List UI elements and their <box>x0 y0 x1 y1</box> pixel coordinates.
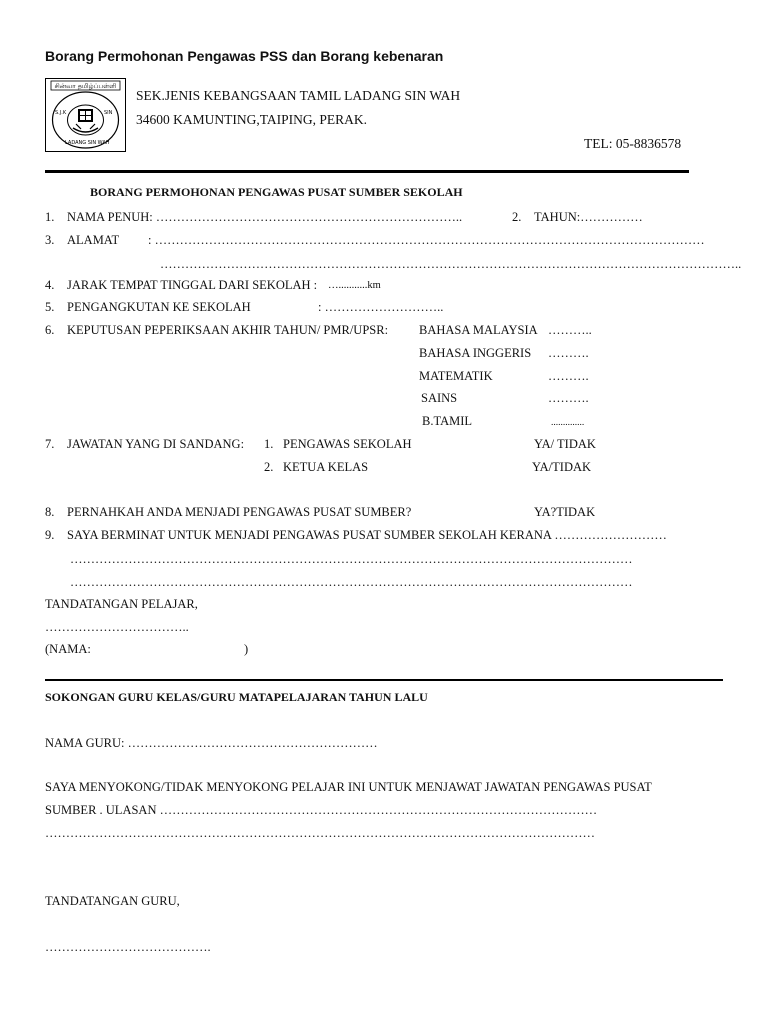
school-name: SEK.JENIS KEBANGSAAN TAMIL LADANG SIN WAH <box>136 88 461 103</box>
position-option-answer: YA/ TIDAK <box>534 437 596 451</box>
position-held-label: JAWATAN YANG DI SANDANG: <box>67 437 245 451</box>
school-logo <box>45 78 126 152</box>
support-statement-line3: …………………………………………………………………………………………………………………… <box>45 826 595 840</box>
subject-name: SAINS <box>421 391 458 405</box>
header-divider <box>45 170 689 173</box>
subject-grade-field: ………. <box>548 346 589 360</box>
q7-number: 7. <box>45 437 55 451</box>
document-heading: Borang Permohonan Pengawas PSS dan Borang kebenaran <box>45 48 444 64</box>
interest-reason-question: SAYA BERMINAT UNTUK MENJADI PENGAWAS PUSAT SUMBER SEKOLAH KERANA ……………………… <box>67 528 667 542</box>
subject-name: B.TAMIL <box>422 414 473 428</box>
subject-name: MATEMATIK <box>419 369 493 383</box>
svg-text:LADANG SIN WAH: LADANG SIN WAH <box>65 140 110 146</box>
teacher-signature-label: TANDATANGAN GURU, <box>45 894 180 908</box>
address-field-line1: : …………………………………………………………………………………………………………………… <box>148 233 705 247</box>
section-divider <box>45 679 723 681</box>
full-name-field: NAMA PENUH: ……………………………………………………………….. <box>67 210 463 224</box>
teacher-name-field: NAMA GURU: …………………………………………………… <box>45 736 378 750</box>
previous-prefect-question: PERNAHKAH ANDA MENJADI PENGAWAS PUSAT SUMBER? <box>67 505 412 519</box>
student-name-close: ) <box>244 642 249 656</box>
address-field-line2: ………………………………………………………………………………………………………………………….. <box>160 257 742 271</box>
svg-text:SIN: SIN <box>104 110 113 116</box>
subject-grade-field: ……….. <box>548 323 592 337</box>
student-signature-label: TANDATANGAN PELAJAR, <box>45 597 198 611</box>
position-option-name: KETUA KELAS <box>283 460 369 474</box>
interest-reason-line2: ……………………………………………………………………………………………………………………… <box>70 575 633 589</box>
form-title: BORANG PERMOHONAN PENGAWAS PUSAT SUMBER SEKOLAH <box>90 185 463 199</box>
transport-label: PENGANGKUTAN KE SEKOLAH <box>67 300 251 314</box>
q6-number: 6. <box>45 323 55 337</box>
position-option-name: PENGAWAS SEKOLAH <box>283 437 412 451</box>
distance-label: JARAK TEMPAT TINGGAL DARI SEKOLAH : <box>67 278 318 292</box>
q5-number: 5. <box>45 300 55 314</box>
q9-number: 9. <box>45 528 55 542</box>
student-name-open: (NAMA: <box>45 642 91 656</box>
teacher-signature-line: …………………………………. <box>45 940 211 954</box>
support-statement-line2: SUMBER . ULASAN …………………………………………………………………………………………… <box>45 803 598 817</box>
school-telephone: TEL: 05-8836578 <box>584 136 682 151</box>
svg-text:சின்வா தமிழ்ப்பள்ளி: சின்வா தமிழ்ப்பள்ளி <box>54 82 117 90</box>
year-field: TAHUN:…………… <box>534 210 643 224</box>
interest-reason-line1: ……………………………………………………………………………………………………………………… <box>70 552 633 566</box>
q3-number: 3. <box>45 233 55 247</box>
exam-results-label: KEPUTUSAN PEPERIKSAAN AKHIR TAHUN/ PMR/UPSR: <box>67 323 389 337</box>
transport-field: : ……………………….. <box>318 300 444 314</box>
address-label: ALAMAT <box>67 233 120 247</box>
support-section-title: SOKONGAN GURU KELAS/GURU MATAPELAJARAN TAHUN LALU <box>45 690 428 704</box>
distance-field: …...........km <box>328 280 381 291</box>
support-statement-line1: SAYA MENYOKONG/TIDAK MENYOKONG PELAJAR INI UNTUK MENJAWAT JAWATAN PENGAWAS PUSAT <box>45 780 652 794</box>
subject-name: BAHASA INGGERIS <box>419 346 532 360</box>
school-address: 34600 KAMUNTING,TAIPING, PERAK. <box>136 112 368 127</box>
q1-number: 1. <box>45 210 55 224</box>
position-option-number: 2. <box>264 460 274 474</box>
position-option-answer: YA/TIDAK <box>532 460 592 474</box>
subject-grade-field: ………. <box>548 391 589 405</box>
position-option-number: 1. <box>264 437 274 451</box>
subject-grade-field: .............. <box>551 418 585 428</box>
svg-text:S.J.K: S.J.K <box>55 110 67 116</box>
student-signature-line: …………………………….. <box>45 620 189 634</box>
subject-grade-field: ………. <box>548 369 589 383</box>
previous-prefect-answer: YA?TIDAK <box>534 505 596 519</box>
q2-number: 2. <box>512 210 522 224</box>
q8-number: 8. <box>45 505 55 519</box>
q4-number: 4. <box>45 278 55 292</box>
subject-name: BAHASA MALAYSIA <box>419 323 538 337</box>
